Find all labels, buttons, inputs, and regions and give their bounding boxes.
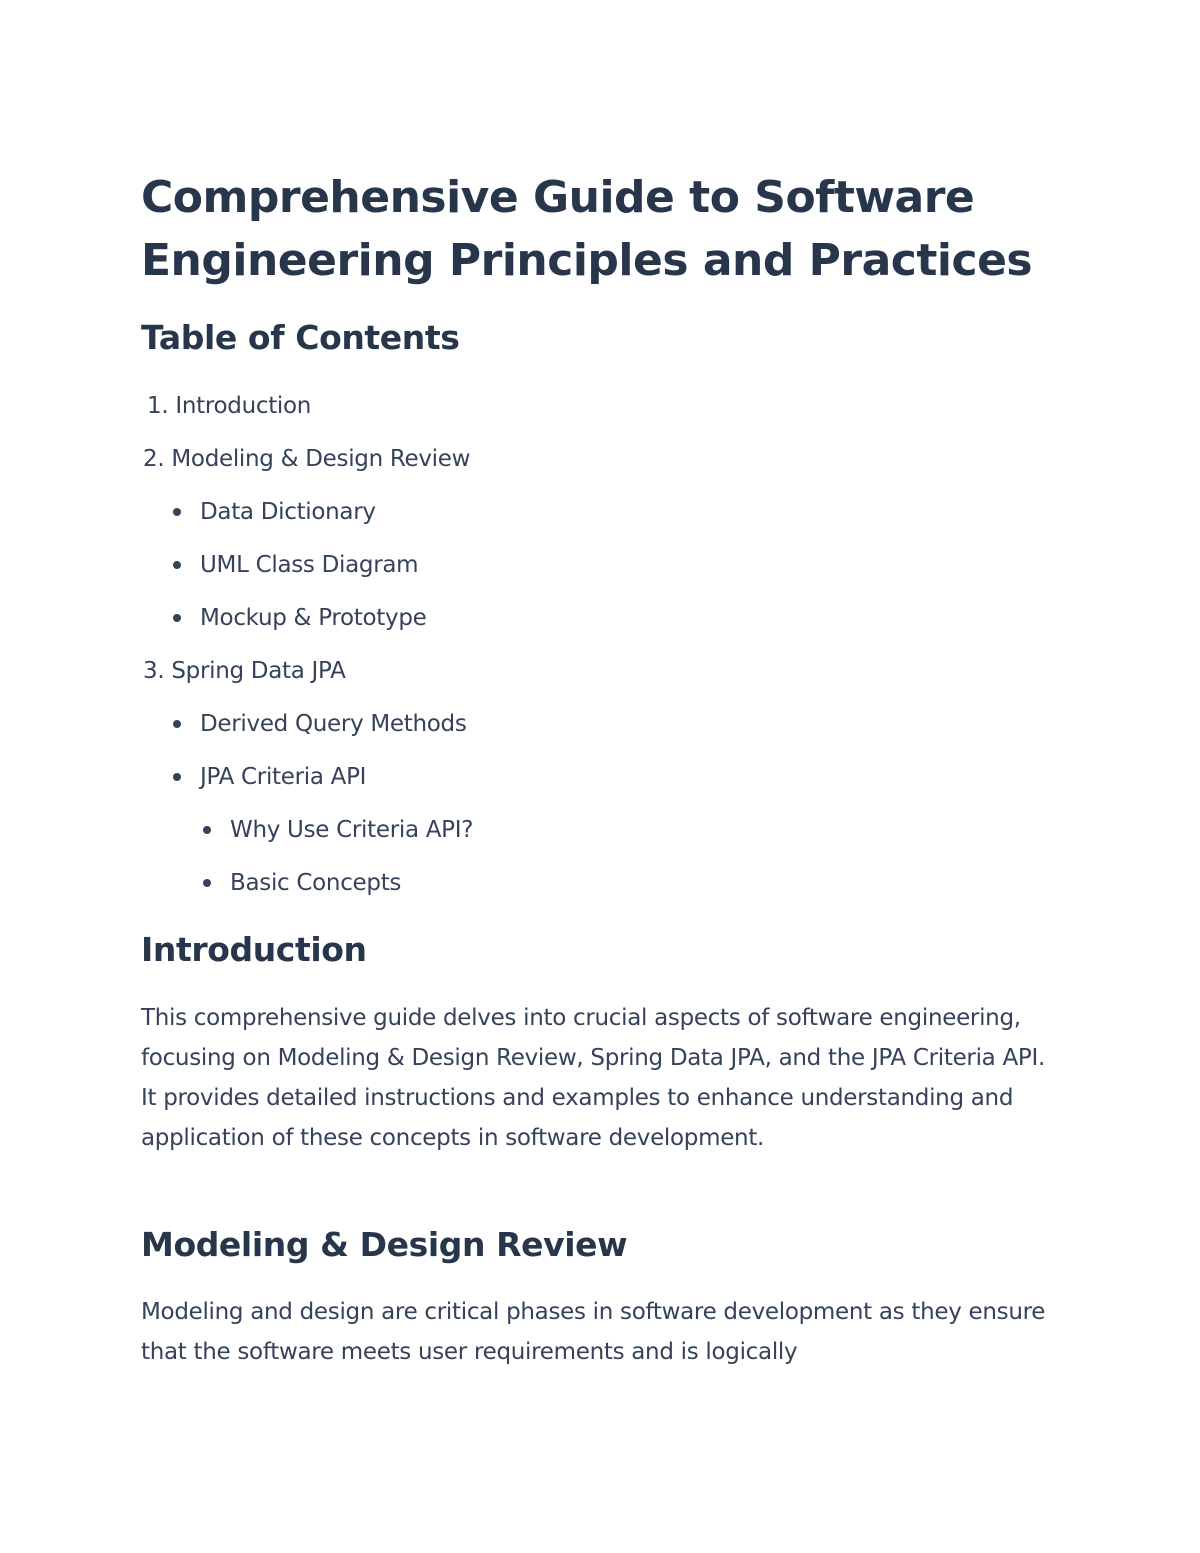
bullet-icon	[203, 879, 211, 887]
toc-subitem-jpa-criteria-api[interactable]	[200, 762, 366, 792]
toc-subitem-label: JPA Criteria API	[200, 764, 367, 790]
bullet-icon	[173, 614, 181, 622]
section-heading-modeling-design-review: Modeling & Design Review	[141, 1225, 628, 1264]
toc-item-spring-data-jpa[interactable]	[143, 656, 346, 686]
toc-item-number: 2.	[143, 446, 165, 472]
toc-item-number: 1.	[147, 393, 169, 419]
bullet-icon	[173, 508, 181, 516]
section-paragraph-introduction: This comprehensive guide delves into crucial aspects of software engineering, focusing on Modeling & Design Review, Spring Data JPA, and the JPA Criteria API. It provides detailed instructions and examples to enhance understanding and application of these concepts in software development.	[141, 1005, 1045, 1151]
toc-subitem-label: UML Class Diagram	[200, 552, 419, 578]
bullet-icon	[173, 720, 181, 728]
bullet-icon	[203, 826, 211, 834]
bullet-icon	[173, 561, 181, 569]
section-heading-introduction: Introduction	[141, 930, 367, 969]
toc-item-introduction[interactable]	[147, 391, 311, 421]
toc-subitem-label: Derived Query Methods	[200, 711, 467, 737]
toc-subsubitem-why-use-criteria-api[interactable]	[230, 815, 473, 845]
toc-item-label: Spring Data JPA	[171, 658, 346, 684]
toc-item-modeling-design-review[interactable]	[143, 444, 470, 474]
toc-subitem-derived-query-methods[interactable]	[200, 709, 467, 739]
toc-subitem-data-dictionary[interactable]	[200, 497, 376, 527]
toc-subsubitem-label: Basic Concepts	[230, 870, 402, 896]
toc-subitem-uml-class-diagram[interactable]	[200, 550, 418, 580]
toc-item-label: Introduction	[175, 393, 312, 419]
bullet-icon	[173, 773, 181, 781]
section-paragraph-modeling-design-review: Modeling and design are critical phases in software development as they ensure that the software meets user requirements and is logically	[141, 1299, 1046, 1365]
toc-subsubitem-basic-concepts[interactable]	[230, 868, 401, 898]
toc-item-label: Modeling & Design Review	[171, 446, 471, 472]
toc-heading: Table of Contents	[141, 318, 460, 357]
toc-subitem-mockup-prototype[interactable]	[200, 603, 426, 633]
toc-subitem-label: Mockup & Prototype	[200, 605, 427, 631]
toc-subsubitem-label: Why Use Criteria API?	[230, 817, 474, 843]
toc-subitem-label: Data Dictionary	[200, 499, 376, 525]
document-title: Comprehensive Guide to Software Engineering Principles and Practices	[141, 172, 1033, 286]
toc-item-number: 3.	[143, 658, 165, 684]
